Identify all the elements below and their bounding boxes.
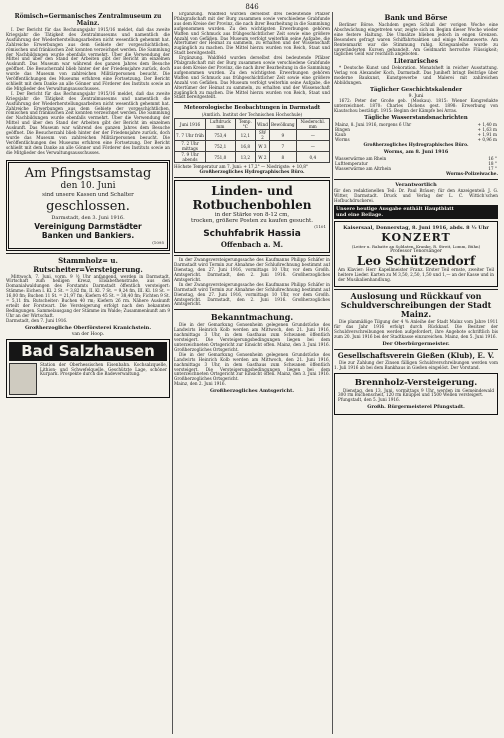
auction-authority: Großherzogliche Oberförsterei Kranichstein.: [24, 324, 152, 331]
temp-row-cell: Wasserwärme am Altrhein: [335, 165, 392, 171]
auction-title: Stammholz= u. Rutscheiter=Versteigerung.: [33, 255, 143, 274]
auction-text: Mittwoch, 7. Juni, vorm. 9 ½ Uhr anfangend, werden in Darmstadt, Wirtschaft zum heiligen Kreuz, Elisabethenstraße, aus den Domanialwaldungen des Forstamts Darmstadt öffentlich versteigert: Stämme: Eichen I. Kl. 2 St. = 3,82 fm, II. Kl. 7 St. = 9,24 fm, III. Kl. 18 St. = 16,00 fm; Buchen 11 St. = 21,97 fm; Kiefern 45 St. = 38,40 fm; Fichten 9 St. = 5,11 fm. Rutscheiter: Buchen 40 rm; Kiefern 26 rm. Nähere Auskunft erteilt der Forstwart. Die Versteigerung erfolgt nach den bekannten Bedingungen. Sammelausgang der Stämme im Walde; Zusammenkunft am 9 Uhr an der Wirtschaft.: [6, 273, 170, 318]
concert-title: KONZERT: [381, 231, 451, 245]
weather-header: Wind: [255, 119, 269, 130]
temp-row-cell: Lufttemperatur: [335, 160, 368, 166]
temp-row-cell: 17 °: [488, 165, 497, 171]
weather-header: Temp. °C: [235, 119, 255, 130]
bohlen-firm-2: Offenbach a. M.: [220, 240, 284, 250]
holiday-closing-ad: [6, 160, 170, 251]
weather-table: [174, 118, 330, 163]
bohlen-text: trocken, größere Posten zu kaufen gesucht.: [191, 218, 313, 225]
water-row-cell: Worms: [335, 136, 350, 142]
water-row-cell: + 1,91 m: [477, 131, 497, 137]
column-2: [174, 12, 330, 736]
column-1: [6, 12, 170, 736]
weather-note: Höchste Temperatur am 7. Juni: + 17,2° — Niedrigste: + 10,8°: [174, 164, 309, 170]
weather-header: Juni 1916: [175, 119, 206, 130]
weather-cell: 0,4: [296, 152, 329, 163]
bohlen-ad: [174, 180, 330, 253]
concert-text: Am Klavier: Herr Kapellmeister Franz. Erster Teil ernste, zweiter Teil heitere Lieder. Karten zu M 3,50, 2,50, 1,50 und 1,— an der Kasse und in der Musikalienhandlung.: [338, 267, 494, 283]
firewood-authority: Großh. Bürgermeisterei Pfungstadt.: [367, 404, 465, 411]
weather-row: [175, 152, 330, 163]
holiday-org-2: Banken und Bankiers.: [41, 230, 135, 240]
notice-text: Die in der Gemarkung Gonsenheim gelegenen Grundstücke des Landwirts Heinrich Kolb werden am Mittwoch, den 21. Juni 1916, nachmittags 3 Uhr, in dem Gasthaus zum Schwanen öffentlich versteigert. Die Versteigerungsbedingungen liegen bei dem unterzeichneten Ortsgericht zur Einsicht offen. Mainz, den 3. Juni 1916. Großherzogliches Ortsgericht.: [174, 322, 330, 352]
notice-text: Die in der Gemarkung Gonsenheim gelegenen Grundstücke des Landwirts Heinrich Kolb werden am Mittwoch, den 21. Juni 1916, nachmittags 3 Uhr, in dem Gasthaus zum Schwanen öffentlich versteigert. Die Versteigerungsbedingungen liegen bei dem unterzeichneten Ortsgericht zur Einsicht offen. Mainz, den 3. Juni 1916. Großherzogliches Ortsgericht.: [174, 351, 330, 382]
bohlen-ref: (1101: [314, 224, 326, 230]
holiday-line: sind unsere Kassen und Schalter: [42, 191, 134, 198]
weather-cell: W 3: [255, 141, 269, 152]
temp-table: [334, 156, 498, 171]
weather-cell: —: [296, 130, 329, 141]
water-row-cell: Mainz, 8. Juni 1916, morgens 6 Uhr: [335, 121, 412, 127]
redemption-authority: Der Oberbürgermeister.: [382, 340, 450, 347]
museum-title: Römisch=Germanisches Zentralmuseum zu Mainz.: [14, 13, 162, 27]
water-row: [334, 137, 498, 142]
firewood-text: Dienstag, den 13. Juni, vormittags 9 Uhr, werden im Gemeindewald 300 rm Buchenscheit, 120 rm Knüppel und 1500 Wellen versteigert.: [338, 387, 494, 398]
bath-name: Bad Salzhausen: [9, 342, 167, 361]
notice-place-date: Mainz, den 2. Juni 1916.: [174, 381, 226, 387]
column-rule: [172, 12, 173, 734]
club-title: Gesellschaftsverein Gießen (Klub), E. V.: [337, 350, 495, 360]
newspaper-page: [6, 2, 498, 736]
weather-cell: 751,0: [205, 152, 235, 163]
weather-row: [175, 141, 330, 152]
bank-text: Berliner Börse. Nachdem gegen Schluß der vorigen Woche eine Abschwächung eingetreten war, zeigte sich zu Beginn dieser Woche wieder eine festere Haltung. Die Umsätze blieben jedoch in engen Grenzen. Besonders gefragt waren Schiffahrtsaktien und einige Montanwerte. Am Rentenmarkt war die Stimmung ruhig. Kriegsanleihe wurde zu unveränderten Kursen gehandelt. Am Geldmarkt herrschte Flüssigkeit; tägliches Geld war reichlich angeboten.: [334, 22, 498, 57]
bohlen-title-1: Linden- und: [211, 184, 293, 199]
bath-illustration: [9, 363, 37, 395]
bohlen-firm-1: Schuhfabrik Hassia: [203, 229, 301, 240]
bohlen-size: in der Stärke von 8-12 cm,: [214, 212, 290, 219]
court-notice-text: In der Zwangsversteigerungssache des Kaufmanns Philipp Schäfer in Darmstadt wird Termin zur Abnahme der Schlußrechnung bestimmt auf Dienstag, den 27. Juni 1916, vormittags 10 Uhr, vor dem Großh. Amtsgericht. Darmstadt, den 2. Juni 1916. Großherzogliches Amtsgericht.: [174, 281, 330, 307]
intro-text: Ergänzung. Waldfeld wurden derselbst drei bedeutende Pfälzer Pfalzgrafschaft mit der Burg zusammen sowie verschiedene Grabfunde aus dem Kreise der Provinz, die nach ihrer Bearbeitung in die Sammlung aufgenommen wurden. Zu den wichtigsten Erwerbungen gehören Waffen und Schmuck aus frühgeschichtlicher Zeit sowie eine größere Anzahl von Gefäßen. Das Museum verfolgt weiterhin seine Aufgabe, die Altertümer der Heimat zu sammeln, zu erhalten und der Wissenschaft zugänglich zu machen. Die Mittel hierzu wurden von Reich, Staat und Stadt bereitgestellt.: [174, 12, 330, 56]
auction-signature: van der Hoop.: [71, 331, 105, 337]
water-row-cell: Kaub: [335, 131, 347, 137]
weather-cell: 9: [269, 130, 296, 141]
notice-title: Bekanntmachung.: [210, 312, 294, 323]
temp-row: [334, 166, 498, 171]
bath-ad: [6, 339, 170, 398]
literary-text: * Deutsche Kunst und Dekoration. Monatsheft in reicher Ausstattung. Verlag von Alexander Koch, Darmstadt. Das Juniheft bringt Beiträge über moderne Baukunst, Kunstgewerbe und Malerei mit zahlreichen Abbildungen.: [334, 65, 498, 86]
temp-row-cell: 16 °: [488, 155, 497, 161]
concert-performer: Leo Schützendorf: [356, 254, 476, 269]
calendar-text: 1672: Peter der Große geb. (Moskau). 1815: Wiener Kongreßakte unterzeichnet. 1870: Charles Dickens gest. 1898: Erwerbung von Kiautschou bestätigt. 1915: Beginn der Kämpfe bei Arras.: [334, 97, 498, 113]
bath-text: Station der Oberhessischen Eisenbahn. Kochsalzquelle, Lithion- und Schwefelquelle. Geschützte Lage, schöner Kurpark. Prospekte durch die Badeverwaltung.: [40, 361, 167, 377]
notice-authority: Großherzogliches Amtsgericht.: [209, 388, 295, 395]
bohlen-title-2: Rotbuchenbohlen: [192, 198, 312, 213]
concert-top: Kaisersaal, Donnerstag, 8. Juni 1916, abds. 8 ½ Uhr: [343, 225, 489, 232]
weather-cell: 13,2: [235, 152, 255, 163]
water-row-cell: + 1,63 m: [477, 126, 497, 132]
weather-cell: 16,8: [235, 141, 255, 152]
temp-office: Worms-Polizeiwache.: [446, 171, 498, 177]
holiday-headline: Am Pfingstsamstag: [24, 165, 152, 181]
firewood-title: Brennholz-Versteigerung.: [354, 377, 478, 388]
weather-header: Luftdruck mm: [205, 119, 235, 130]
holiday-ref: (1095: [152, 239, 164, 245]
weather-cell: SW 2: [255, 130, 269, 141]
concert-performer-role: Professor Tenorsänger: [390, 249, 442, 255]
weather-header: Bewölkung: [269, 119, 296, 130]
edition-note: [334, 205, 498, 219]
club-text: Die zur Zahlung der Zinsen fälligen Schuldverschreibungen werden vom 1. Juli 1916 ab bei dem Bankhaus in Gießen eingelöst. Der Vorstand.: [334, 359, 498, 370]
museum-text: I. Der Bericht für das Rechnungsjahr 1915/16 meldet, daß das zweite Kriegsjahr die Tätigkeit des Zentralmuseums und namentlich die Ausführung der Wiederherstellungsarbeiten nicht wesentlich gehemmt hat. Zahlreiche Erwerbungen aus dem Gebiete der vorgeschichtlichen, römischen und fränkischen Zeit konnten verzeichnet werden. Die Sammlung der Nachbildungen wurde ebenfalls vermehrt. Über die Verwendung der Mittel und über den Stand der Arbeiten gibt der Bericht im einzelnen Auskunft. Das Museum war während des ganzen Jahres dem Besuche geöffnet. Die Besucherzahl blieb hinter der der Friedensjahre zurück, doch wurde das Museum von zahlreichen Militärpersonen besucht. Die Veröffentlichungen des Museums erfuhren eine Fortsetzung. Der Bericht schließt mit dem Danke an alle Gönner und Förderer des Instituts sowie an die Mitglieder des Verwaltungsausschusses.: [6, 90, 170, 155]
weather-cell: 7. 9 Uhr abends: [175, 152, 206, 163]
redemption-title: Auslosung und Rückkauf von Schuldverschreibungen der Stadt Mainz.: [340, 291, 492, 320]
weather-cell: 12,1: [235, 130, 255, 141]
holiday-date: den 10. Juni: [60, 180, 116, 191]
temp-row-cell: 18 °: [488, 160, 497, 166]
museum-text: I. Der Bericht für das Rechnungsjahr 1915/16 meldet, daß das zweite Kriegsjahr die Tätigkeit des Zentralmuseums und namentlich die Ausführung der Wiederherstellungsarbeiten nicht wesentlich gehemmt hat. Zahlreiche Erwerbungen aus dem Gebiete der vorgeschichtlichen, römischen und fränkischen Zeit konnten verzeichnet werden. Die Sammlung der Nachbildungen wurde ebenfalls vermehrt. Über die Verwendung der Mittel und über den Stand der Arbeiten gibt der Bericht im einzelnen Auskunft. Das Museum war während des ganzen Jahres dem Besuche geöffnet. Die Besucherzahl blieb hinter der der Friedensjahre zurück, doch wurde das Museum von zahlreichen Militärpersonen besucht. Die Veröffentlichungen des Museums erfuhren eine Fortsetzung. Der Bericht schließt mit dem Danke an alle Gönner und Förderer des Instituts sowie an die Mitglieder des Verwaltungsausschusses.: [6, 27, 170, 91]
water-office: Großherzogliches Hydrographisches Büro.: [363, 142, 469, 148]
weather-cell: 753,4: [205, 130, 235, 141]
holiday-closed: geschlossen.: [46, 198, 130, 214]
weather-cell: —: [296, 141, 329, 152]
weather-row: [175, 130, 330, 141]
concert-ad: [334, 221, 498, 287]
weather-office: Großherzogliches Hydrographisches Büro.: [199, 170, 305, 176]
water-row-cell: + 0,96 m: [477, 136, 497, 142]
calendar-date: 9. Juni: [408, 93, 424, 99]
weather-cell: W 2: [255, 152, 269, 163]
weather-cell: 752,1: [205, 141, 235, 152]
auction-place-date: Darmstadt, den 7. Juni 1916.: [6, 317, 68, 323]
water-title: Tägliche Wasserstandsnachrichten: [364, 114, 468, 121]
redemption-text: Die planmäßige Tilgung der 4 % Anleihe der Stadt Mainz vom Jahre 1911 für das Jahr 1916 erfolgt durch Rückkauf. Die Besitzer der Schuldverschreibungen werden aufgefordert, ihre Angebote schriftlich bis zum 20. Juni 1916 bei der Stadtkasse einzureichen. Mainz, den 5. Juni 1916.: [334, 319, 498, 339]
responsible-title: Verantwortlich: [395, 181, 437, 188]
edition-note-1: Unsere heutige Ausgabe enthält Hauptblatt: [336, 206, 454, 213]
calendar-title: Täglicher Geschichtskalender: [369, 86, 462, 93]
page-number: 846: [245, 3, 259, 11]
weather-cell: 7. 7 Uhr früh: [175, 130, 206, 141]
weather-subtitle: (Amtlich. Institut der Technischen Hochschule): [201, 112, 303, 118]
holiday-place-date: Darmstadt, den 3. Juni 1916.: [51, 214, 125, 221]
weather-cell: 7: [269, 141, 296, 152]
water-table: [334, 122, 498, 142]
intro-text: Ergänzung. Waldfeld wurden derselbst drei bedeutende Pfälzer Pfalzgrafschaft mit der Burg zusammen sowie verschiedene Grabfunde aus dem Kreise der Provinz, die nach ihrer Bearbeitung in die Sammlung aufgenommen wurden. Zu den wichtigsten Erwerbungen gehören Waffen und Schmuck aus frühgeschichtlicher Zeit sowie eine größere Anzahl von Gefäßen. Das Museum verfolgt weiterhin seine Aufgabe, die Altertümer der Heimat zu sammeln, zu erhalten und der Wissenschaft zugänglich zu machen. Die Mittel hierzu wurden von Reich, Staat und Stadt bereitgestellt.: [174, 55, 330, 100]
column-3: [334, 12, 498, 736]
edition-note-2: und eine Beilage.: [336, 212, 384, 219]
responsible-text: für den redaktionellen Teil: Dr. Paul Bräuer; für den Anzeigenteil: J. G. Witter, Darmstadt. Druck und Verlag der L. C. Wittich'schen Hofbuchdruckerei.: [334, 187, 498, 203]
temp-row-cell: Wasserwärme am Rhein: [335, 155, 387, 161]
firewood-ad: [334, 373, 498, 416]
concert-sub: (Leiter u. Rabatte an Soldaten, Kranke, R. Streit, Lomm, Bühn): [351, 244, 481, 250]
literary-title: Literarisches: [393, 58, 439, 66]
court-notice-text: In der Zwangsversteigerungssache des Kaufmanns Philipp Schäfer in Darmstadt wird Termin zur Abnahme der Schlußrechnung bestimmt auf Dienstag, den 27. Juni 1916, vormittags 10 Uhr, vor dem Großh. Amtsgericht. Darmstadt, den 2. Juni 1916. Großherzogliches Amtsgericht.: [174, 257, 330, 282]
column-rule: [332, 12, 333, 734]
firewood-place-date: Pfungstadt, den 5. Juni 1916.: [338, 397, 401, 403]
bank-title: Bank und Börse: [384, 13, 448, 22]
weather-title: Meteorologische Beobachtungen in Darmstadt: [183, 105, 321, 112]
temp-title: Worms, am 8. Juni 1916: [383, 148, 449, 155]
weather-header: Niederschl. mm: [296, 119, 329, 130]
weather-cell: 8: [269, 152, 296, 163]
water-row-cell: Bingen: [335, 126, 350, 132]
holiday-org-1: Vereinigung Darmstädter: [34, 221, 142, 231]
weather-cell: 7. 2 Uhr mittags: [175, 141, 206, 152]
water-row-cell: + 1,40 m: [477, 121, 497, 127]
